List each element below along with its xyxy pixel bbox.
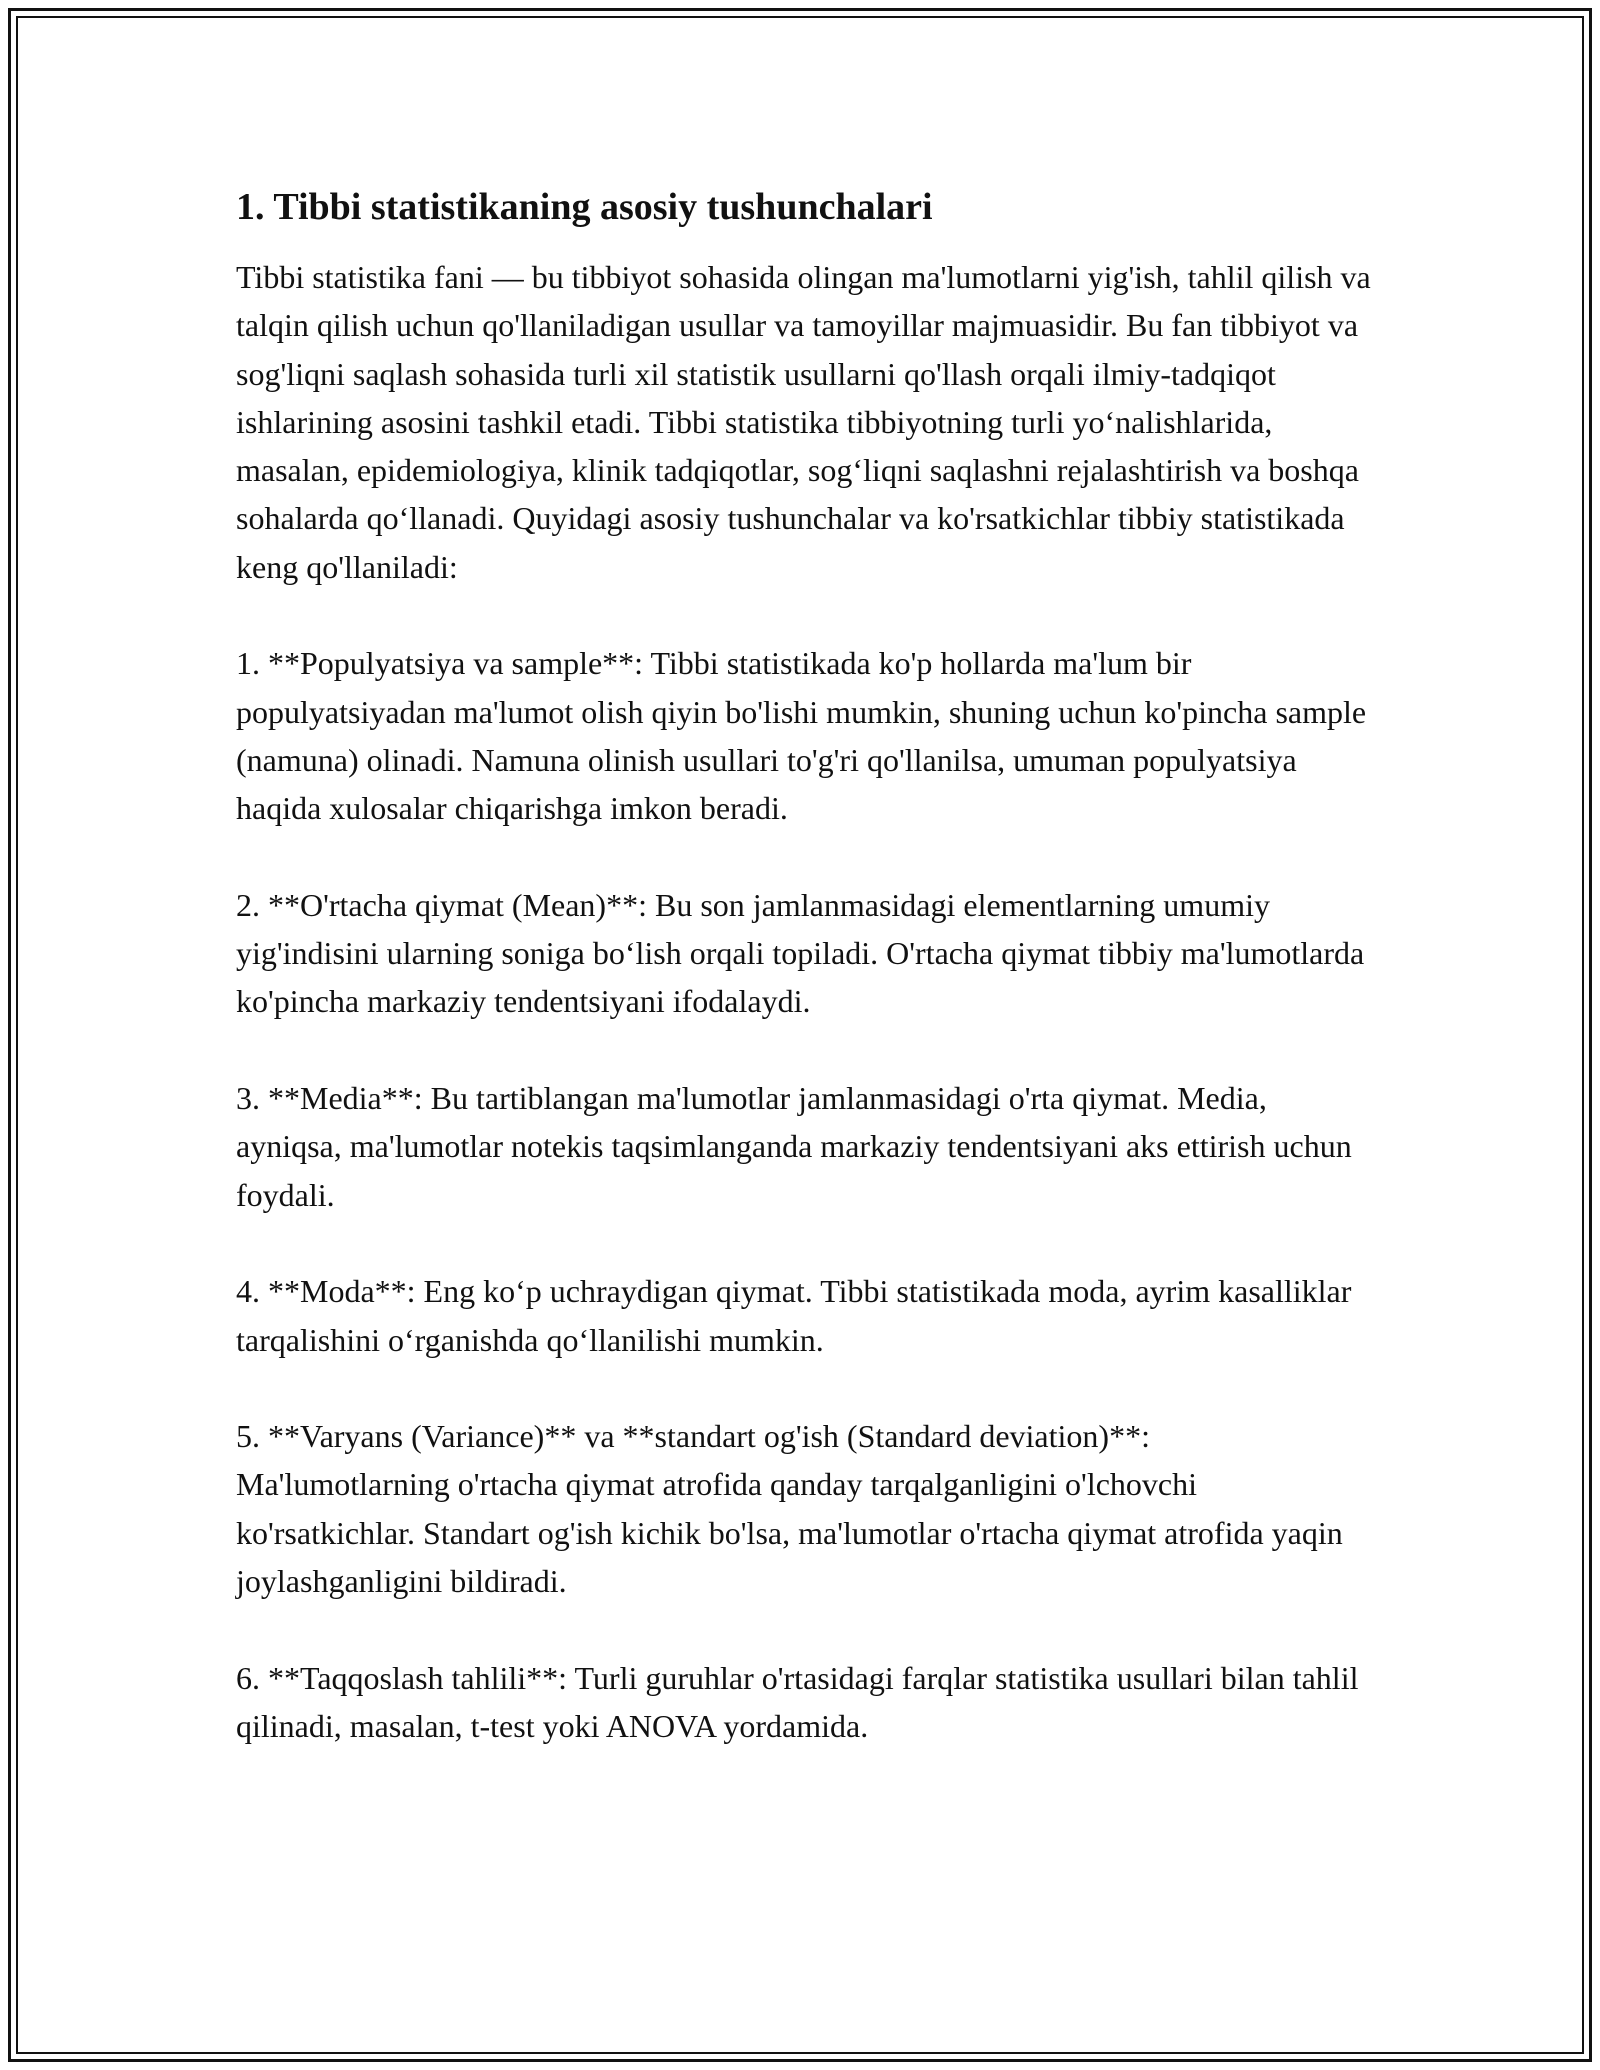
list-item-comparison: 6. **Taqqoslash tahlili**: Turli guruhlar o'rtasidagi farqlar statistika usullari bilan tahlil qilinadi, masalan, t-test yoki ANOVA yordamida. (236, 1659, 1359, 1744)
list-item-mode: 4. **Moda**: Eng ko‘p uchraydigan qiymat. Tibbi statistikada moda, ayrim kasalliklar tarqalishini o‘rganishda qo‘llanilishi mumkin. (236, 1273, 1352, 1358)
list-item-variance: 5. **Varyans (Variance)** va **standart og'ish (Standard deviation)**: Ma'lumotlarning o'rtacha qiymat atrofida qanday tarqalganligini o'lchovchi ko'rsatkichlar. Standart og'ish kichik bo'lsa, ma'lumotlar o'rtacha qiymat atrofida yaqin joylashganligini bildiradi. (236, 1418, 1343, 1600)
list-item-population: 1. **Populyatsiya va sample**: Tibbi statistikada ko'p hollarda ma'lum bir populyatsiyadan ma'lumot olish qiyin bo'lishi mumkin, shuning uchun ko'pincha sample (namuna) olinadi. Namuna olinish usullari to'g'ri qo'llanilsa, umuman populyatsiya haqida xulosalar chiqarishga imkon beradi. (236, 645, 1367, 827)
intro-paragraph: Tibbi statistika fani — bu tibbiyot sohasida olingan ma'lumotlarni yig'ish, tahlil qilish va talqin qilish uchun qo'llaniladigan usullar va tamoyillar majmuasidir. Bu fan tibbiyot va sog'liqni saqlash sohasida turli xil statistik usullarni qo'llash orqali ilmiy-tadqiqot ishlarining asosini tashkil etadi. Tibbi statistika tibbiyotning turli yo‘nalishlarida, masalan, epidemiologiya, klinik tadqiqotlar, sog‘liqni saqlashni rejalashtirish va boshqa sohalarda qo‘llanadi. Quyidagi asosiy tushunchalar va ko'rsatkichlar tibbiy statistikada keng qo'llaniladi: (236, 259, 1371, 585)
list-item-median: 3. **Media**: Bu tartiblangan ma'lumotlar jamlanmasidagi o'rta qiymat. Media, ayniqsa, ma'lumotlar notekis taqsimlanganda markaziy tendentsiyani aks ettirish uchun foydali. (236, 1080, 1352, 1213)
section-heading: 1. Tibbi statistikaning asosiy tushunchalari (236, 186, 933, 228)
document-body (236, 183, 1371, 1799)
list-item-mean: 2. **O'rtacha qiymat (Mean)**: Bu son jamlanmasidagi elementlarning umumiy yig'indisini ularning soniga bo‘lish orqali topiladi. O'rtacha qiymat tibbiy ma'lumotlarda ko'pincha markaziy tendentsiyani ifodalaydi. (236, 886, 1365, 1020)
